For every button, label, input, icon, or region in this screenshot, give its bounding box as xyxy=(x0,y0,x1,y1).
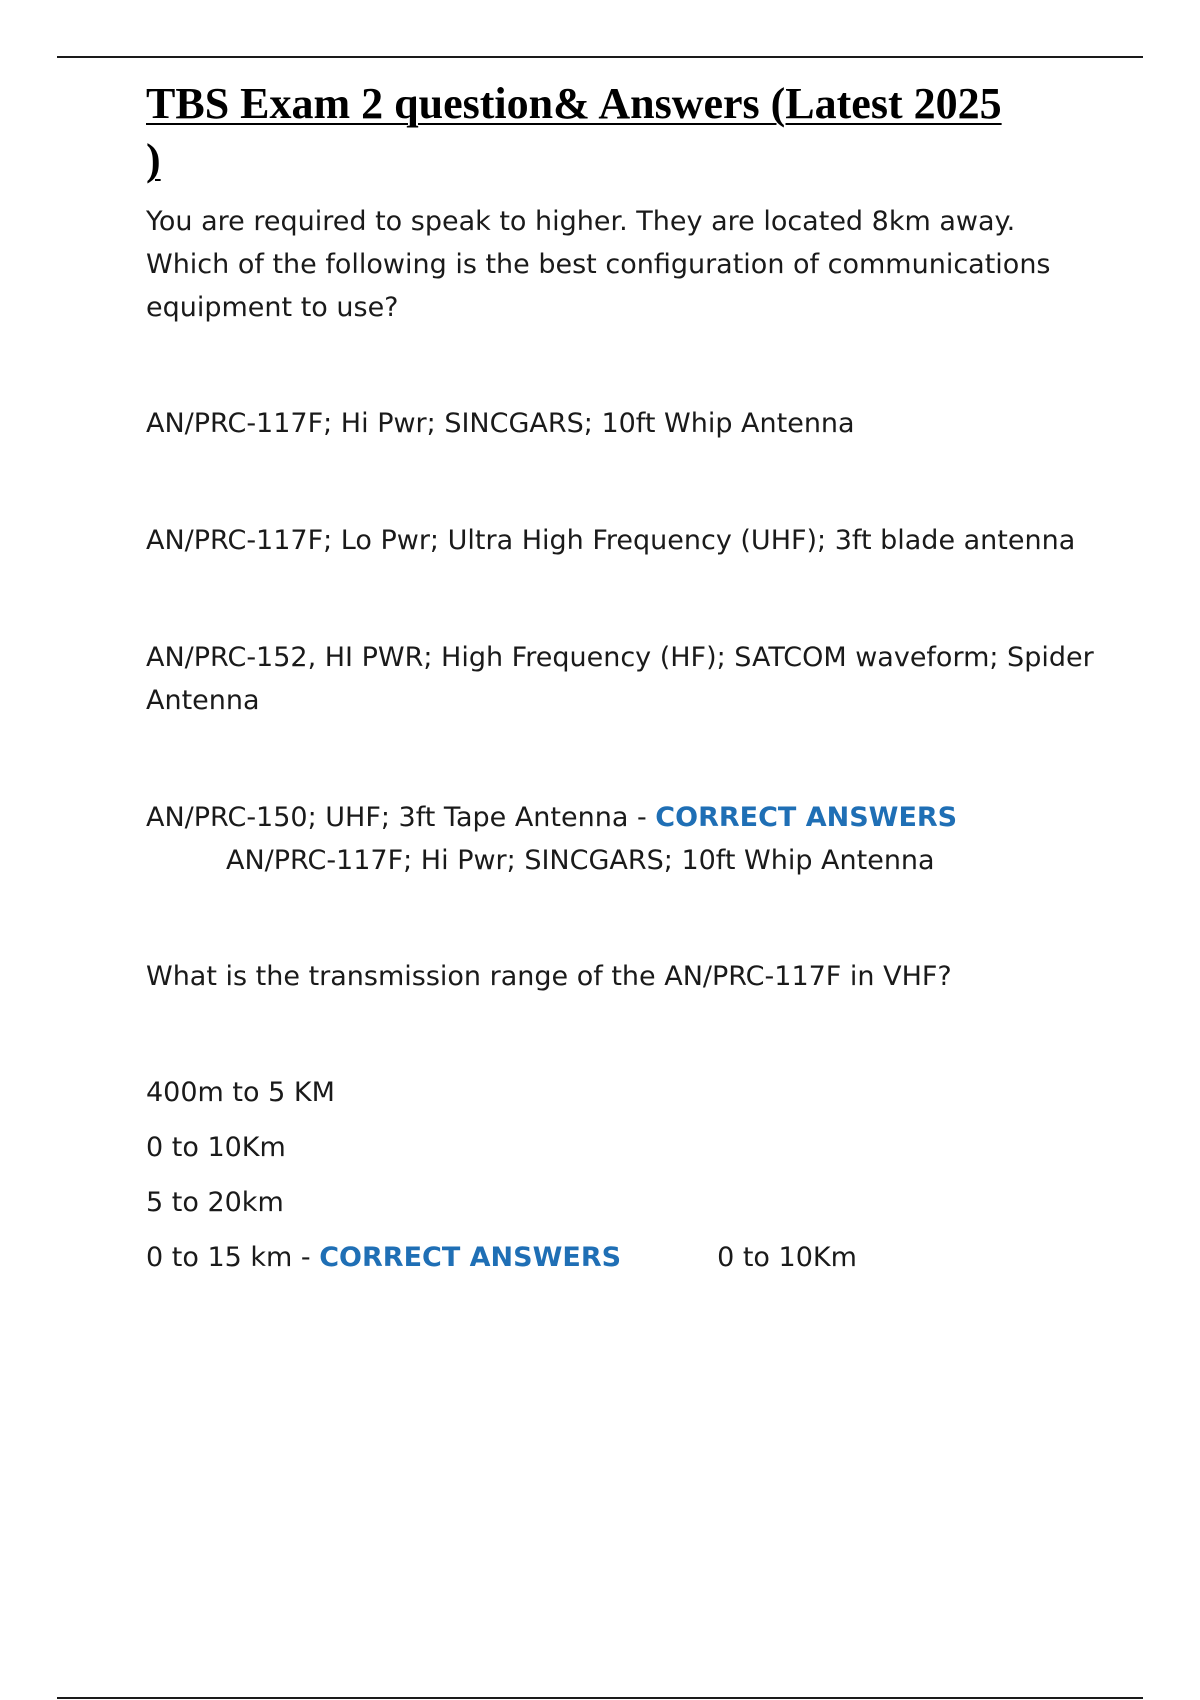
answer-option: AN/PRC-117F; Lo Pwr; Ultra High Frequency (UHF); 3ft blade antenna xyxy=(146,525,1076,556)
answer-option-with-key xyxy=(146,796,1096,882)
document-body xyxy=(146,76,1096,1279)
correct-answer-value: AN/PRC-117F; Hi Pwr; SINCGARS; 10ft Whip Antenna xyxy=(226,845,935,876)
question-prompt: You are required to speak to higher. They are located 8km away. Which of the following is the best configuration of communications equipment to use? xyxy=(146,206,1051,323)
correct-answers-label: CORRECT ANSWERS xyxy=(319,1242,622,1273)
header-rule xyxy=(57,56,1143,58)
answer-option-text: AN/PRC-150; UHF; 3ft Tape Antenna - xyxy=(146,802,656,833)
answer-option: AN/PRC-152, HI PWR; High Frequency (HF); SATCOM waveform; Spider Antenna xyxy=(146,642,1094,716)
answer-option-text: 0 to 15 km - xyxy=(146,1242,320,1273)
document-title: TBS Exam 2 question& Answers (Latest 2025 ) xyxy=(146,79,1002,184)
correct-answers-label: CORRECT ANSWERS xyxy=(655,802,958,833)
answer-option: 400m to 5 KM xyxy=(146,1077,335,1108)
footer-rule xyxy=(57,1697,1143,1699)
answer-option-with-key xyxy=(146,1236,1096,1279)
answer-option: AN/PRC-117F; Hi Pwr; SINCGARS; 10ft Whip Antenna xyxy=(146,408,855,439)
question-block-1 xyxy=(146,200,1096,882)
question-prompt: What is the transmission range of the AN/PRC-117F in VHF? xyxy=(146,961,952,992)
answer-option: 0 to 10Km xyxy=(146,1132,286,1163)
answer-option: 5 to 20km xyxy=(146,1187,284,1218)
correct-answer-value: 0 to 10Km xyxy=(717,1242,857,1273)
question-block-2 xyxy=(146,955,1096,1279)
